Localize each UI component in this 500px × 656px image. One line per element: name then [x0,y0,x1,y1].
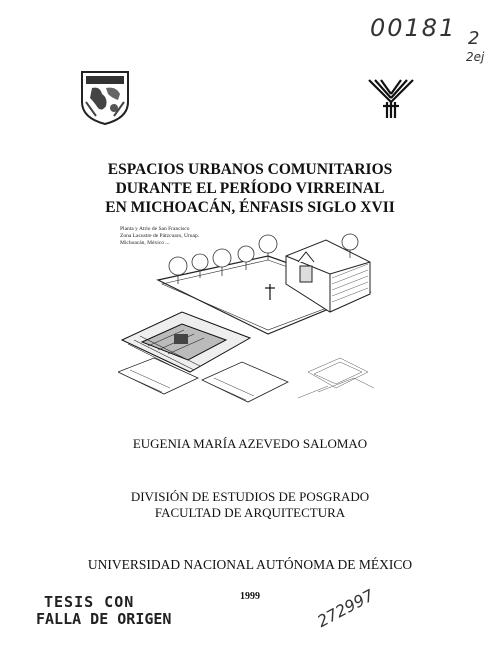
title-line-3: EN MICHOACÁN, ÉNFASIS SIGLO XVII [105,199,395,216]
stamp-line-1: TESIS CON [44,593,135,611]
handwritten-mark-below: 2ej [466,50,485,64]
faculty-logo-icon [367,76,415,120]
illustration-caption-line-1: Planta y Atrio de San Francisco [120,226,190,232]
illustration-caption-line-3: Michoacán, México ... [120,240,170,246]
handwritten-mark-top: 2 [468,28,480,49]
year: 1999 [240,591,260,602]
division-name: DIVISIÓN DE ESTUDIOS DE POSGRADO [130,489,370,504]
title-line-2: DURANTE EL PERÍODO VIRREINAL [115,180,385,197]
author-name: EUGENIA MARÍA AZEVEDO SALOMAO [132,436,368,451]
handwritten-code: 00181 [370,14,457,42]
unam-seal-icon [78,68,132,126]
handwritten-number: 272997 [314,585,377,631]
university-name: UNIVERSIDAD NACIONAL AUTÓNOMA DE MÉXICO [87,557,413,572]
thesis-stamp [36,594,171,628]
stamp-line-2: FALLA DE ORIGEN [36,610,172,628]
illustration-caption-line-2: Zona Lacustre de Pátzcuaro, Uruap. [120,233,200,239]
convent-atrium-illustration [118,222,374,410]
thesis-title [0,160,500,217]
faculty-name: FACULTAD DE ARQUITECTURA [154,505,346,520]
title-line-1: ESPACIOS URBANOS COMUNITARIOS [107,161,393,178]
